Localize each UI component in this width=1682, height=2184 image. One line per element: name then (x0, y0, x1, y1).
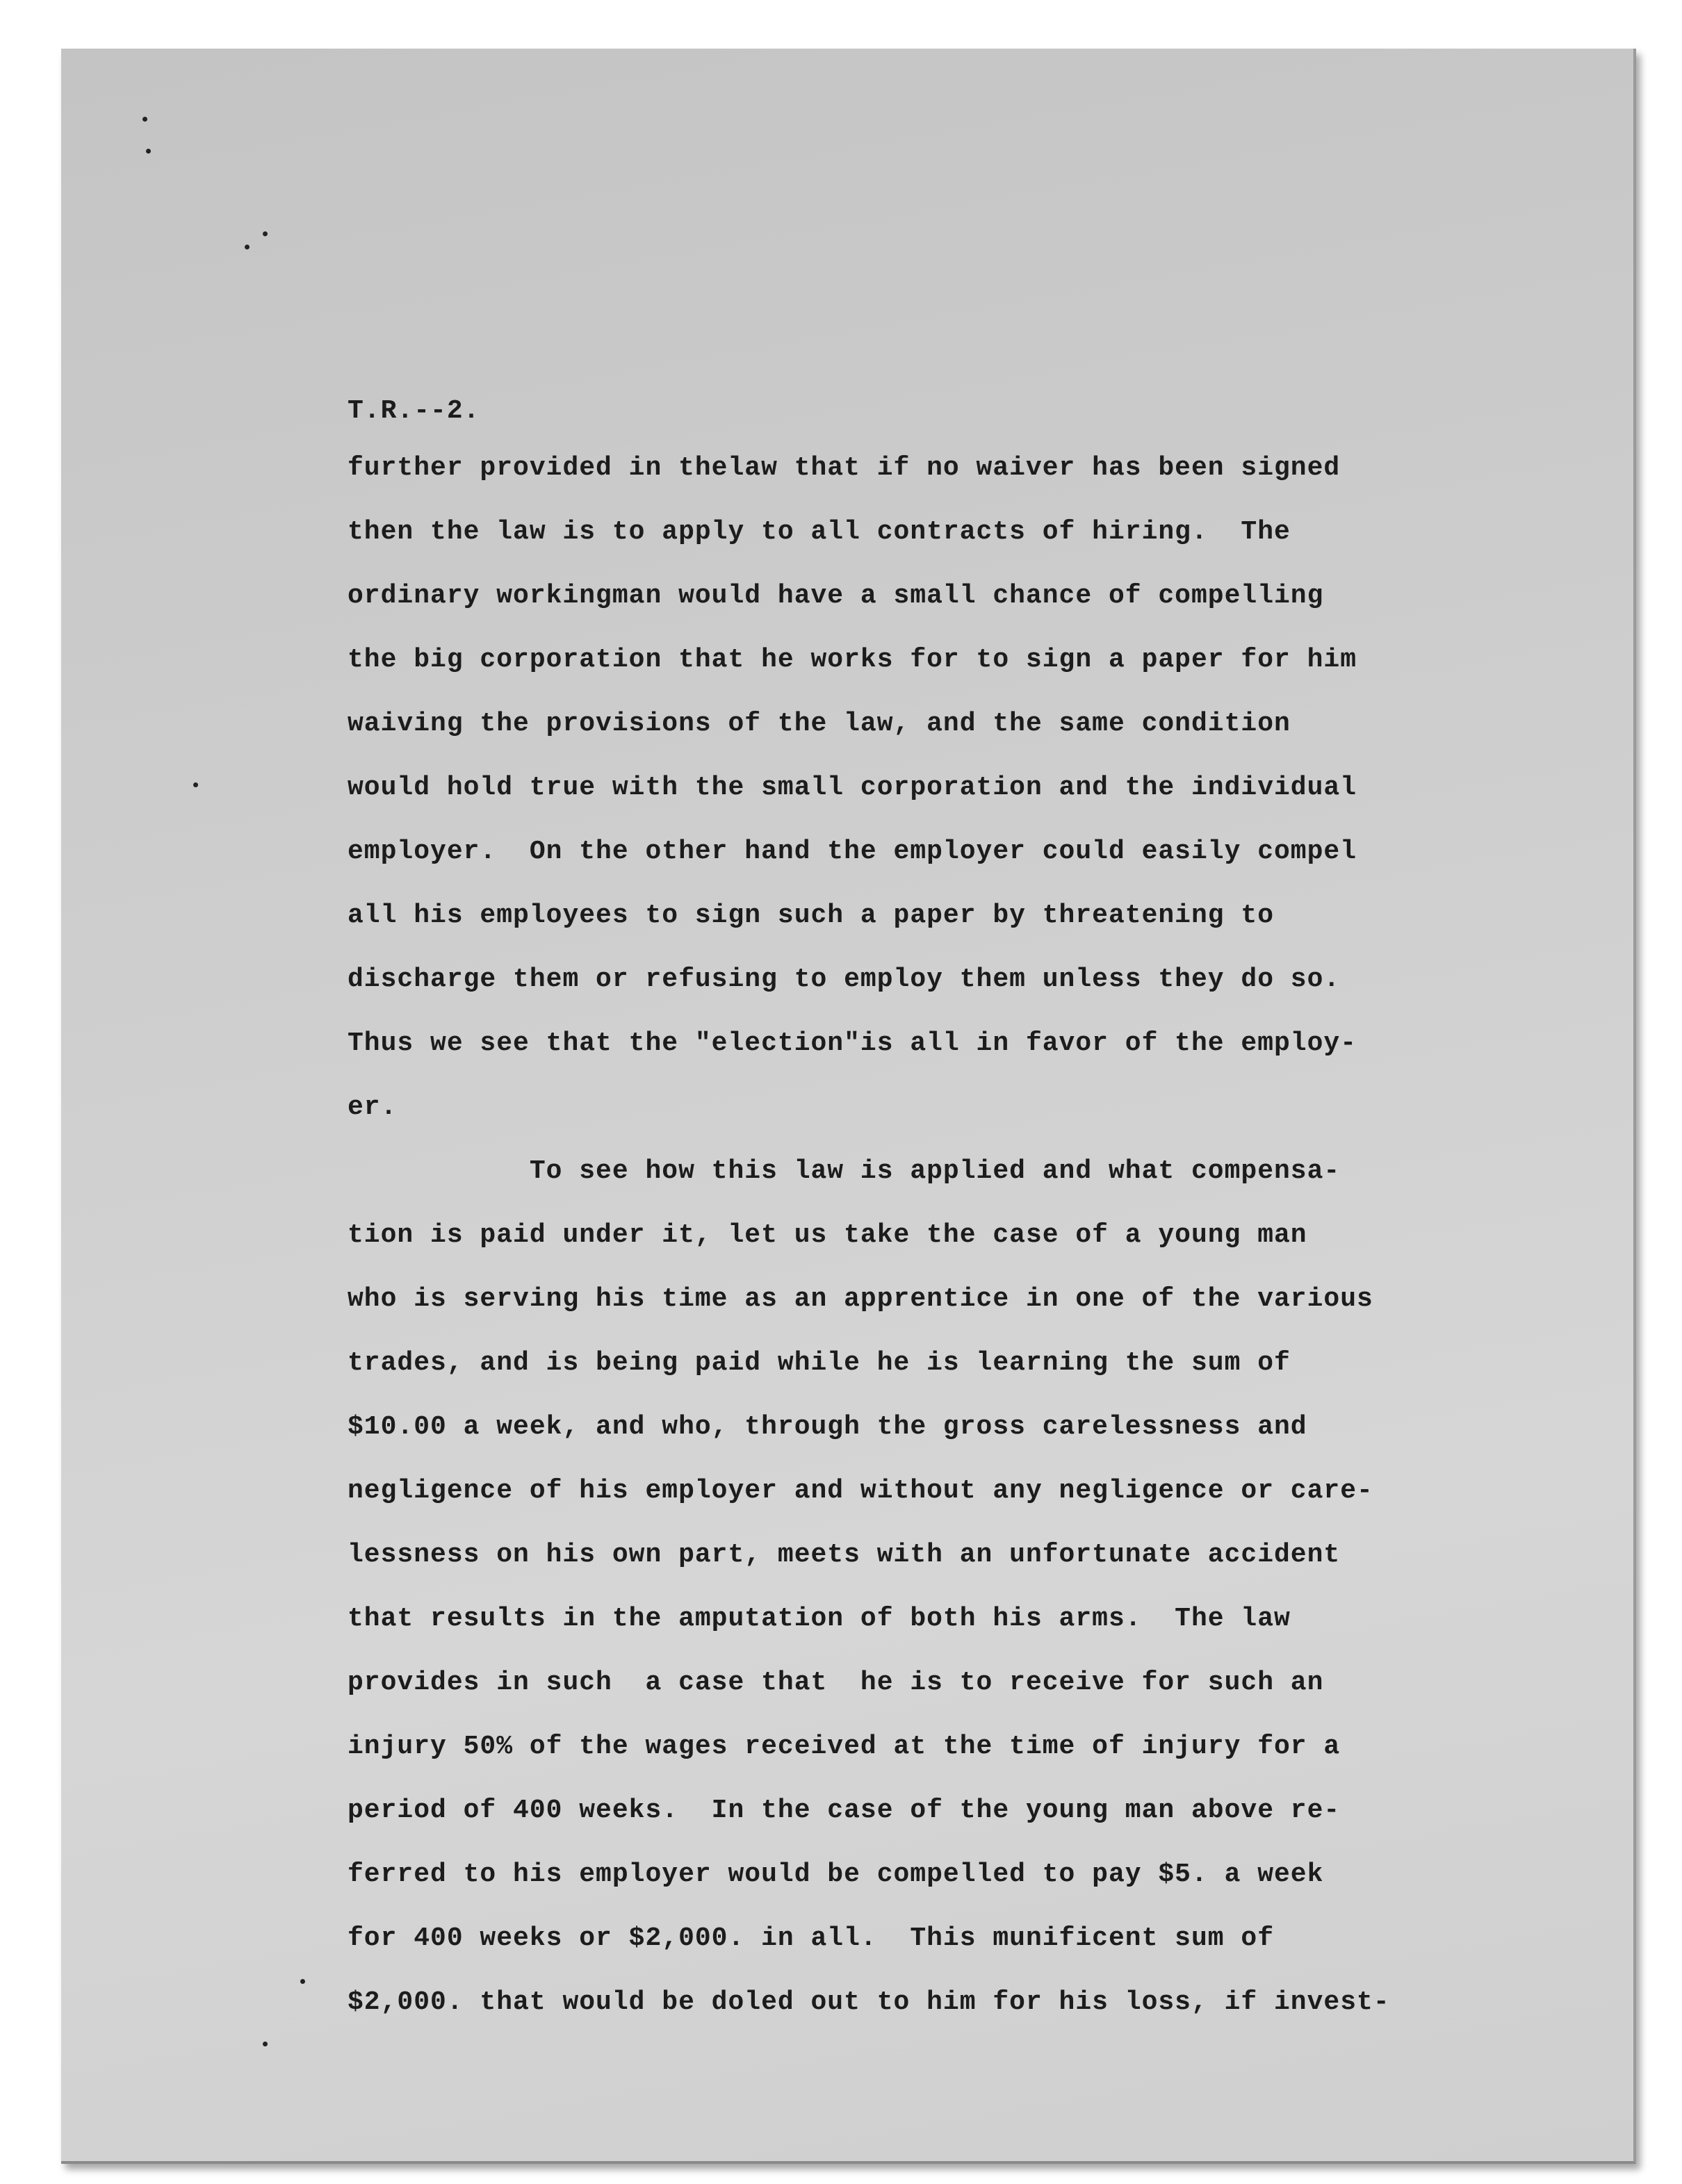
text-line: $2,000. that would be doled out to him for his loss, if invest- (348, 1987, 1390, 2017)
text-line: negligence of his employer and without any negligence or care- (348, 1476, 1373, 1506)
text-line: further provided in thelaw that if no waiver has been signed (348, 453, 1341, 483)
document-page (61, 49, 1636, 2164)
margin-mark (146, 149, 151, 154)
text-line: trades, and is being paid while he is learning the sum of (348, 1348, 1291, 1378)
margin-mark (193, 782, 198, 787)
margin-mark (245, 245, 250, 249)
text-line: ferred to his employer would be compelled to pay $5. a week (348, 1859, 1324, 1889)
text-line: $10.00 a week, and who, through the gross carelessness and (348, 1412, 1307, 1442)
text-line: lessness on his own part, meets with an unfortunate accident (348, 1540, 1341, 1570)
text-line: Thus we see that the "election"is all in favor of the employ- (348, 1028, 1357, 1058)
text-line: the big corporation that he works for to sign a paper for him (348, 645, 1357, 675)
margin-mark (263, 2042, 268, 2046)
text-line: employer. On the other hand the employer could easily compel (348, 837, 1357, 867)
margin-mark (142, 117, 147, 122)
text-line: waiving the provisions of the law, and the same condition (348, 709, 1291, 739)
margin-mark (300, 1979, 305, 1984)
margin-mark (263, 231, 268, 236)
text-line: To see how this law is applied and what compensa- (348, 1156, 1341, 1186)
text-line: all his employees to sign such a paper by threatening to (348, 901, 1275, 930)
page-header: T.R.--2. (348, 396, 480, 426)
text-line: then the law is to apply to all contracts of hiring. The (348, 517, 1291, 547)
text-line: injury 50% of the wages received at the time of injury for a (348, 1732, 1341, 1762)
text-line: that results in the amputation of both his arms. The law (348, 1604, 1291, 1634)
text-line: tion is paid under it, let us take the case of a young man (348, 1220, 1307, 1250)
text-line: er. (348, 1092, 398, 1122)
text-line: provides in such a case that he is to receive for such an (348, 1668, 1324, 1698)
text-line: who is serving his time as an apprentice in one of the various (348, 1284, 1373, 1314)
text-line: discharge them or refusing to employ them unless they do so. (348, 964, 1341, 994)
text-line: would hold true with the small corporation and the individual (348, 773, 1357, 803)
text-line: period of 400 weeks. In the case of the young man above re- (348, 1796, 1341, 1825)
text-line: for 400 weeks or $2,000. in all. This munificent sum of (348, 1923, 1275, 1953)
text-line: ordinary workingman would have a small chance of compelling (348, 581, 1324, 611)
